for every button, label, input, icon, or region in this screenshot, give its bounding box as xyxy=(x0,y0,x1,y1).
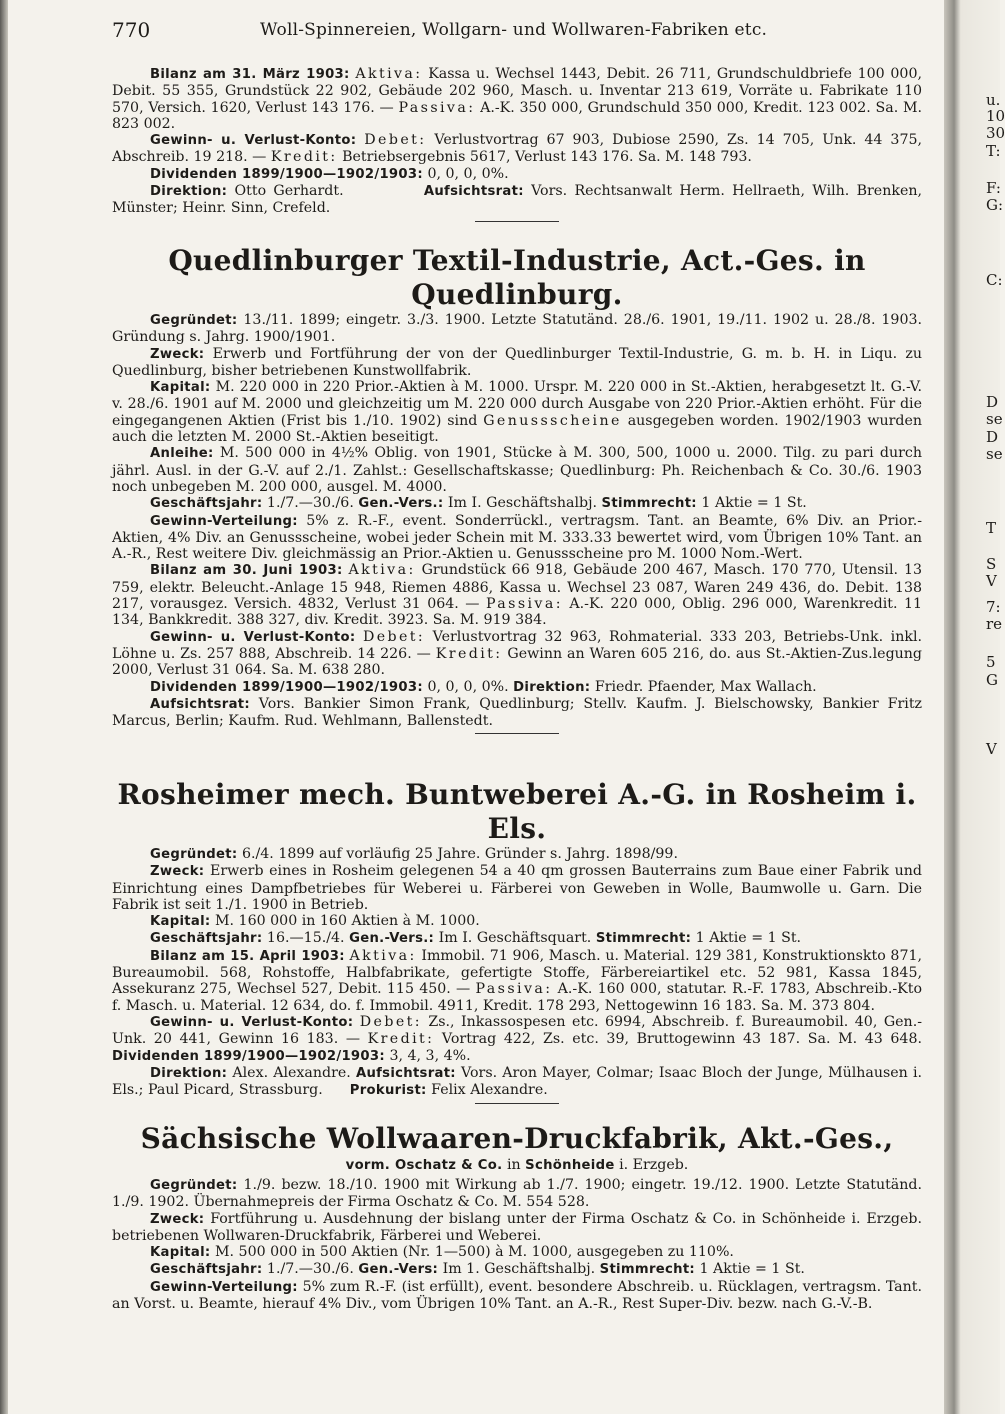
company-title: Rosheimer mech. Buntweberei A.-G. in Rosheim i. Els. xyxy=(117,778,917,845)
entry-continued xyxy=(112,66,922,225)
facing-char: G: xyxy=(986,196,1004,214)
profit-distribution: Gewinn-Verteilung: 5% zum R.-F. (ist erfüllt), event. besondere Abschreib. u. Rücklagen, vertragsm. Tant. an Vorst. u. Beamte, hierauf 4% Div., vom Übrigen 10% Tant. an A.-R., Rest Super-Div. bezw. nach G.-V.-B. xyxy=(112,1278,922,1313)
profit-distribution: Gewinn-Verteilung: 5% z. R.-F., event. Sonderrückl., vertragsm. Tant. an Beamte, 6% Div. an Prior.-Aktien, 4% Div. an Genussscheine, wobei jeder Schein mit M. 333.33 bewertet wird, vom Übrigen 10% Tant. an A.-R., Rest weitere Div. gleichmässig an Prior.-Aktien u. Genussscheine pro M. 1000 Nom.-Wert. xyxy=(112,512,922,563)
dividends: Dividenden 1899/1900—1902/1903: 0, 0, 0, 0%. xyxy=(150,165,509,182)
facing-char: 5 xyxy=(986,653,996,671)
purpose: Zweck: Erwerb eines in Rosheim gelegenen 54 a 40 qm grossen Bauterrains zum Baue einer Fabrik und Einrichtung eines Dampfbetriebes für Weberei u. Färberei von Geweben in Wolle, Baumwolle u. Garn. Die Fabrik ist seit 1./1. 1900 in Betrieb. xyxy=(112,863,922,913)
profit-loss: Gewinn- u. Verlust-Konto: Debet: Verlustvortrag 32 963, Rohmaterial. 333 203, Betriebs-Unk. inkl. Löhne u. Zs. 257 888, Abschreib. 14 226. — Kredit: Gewinn an Waren 605 216, do. aus St.-Aktien-Zus.legung 2000, Verlust 31 064. Sa. M. 638 280. xyxy=(112,628,923,679)
facing-char: 30 xyxy=(986,124,1005,142)
loan: Anleihe: M. 500 000 in 4½% Oblig. von 1901, Stücke à M. 300, 500, 1000 u. 2000. Tilg. zu pari durch jährl. Ausl. in der G.-V. auf 2./1. Zahlst.: Gesellschaftskasse; Quedlinburg: Ph. Reichenbach & Co. 30./6. 1903 noch unbegeben M. 200 000, ausgel. M. 4000. xyxy=(112,445,923,495)
running-title: Woll-Spinnereien, Wollgarn- und Wollwaren-Fabriken etc. xyxy=(260,20,768,40)
company-title: Sächsische Wollwaaren-Druckfabrik, Akt.-Ges., xyxy=(140,1122,894,1155)
balance-sheet: Bilanz am 31. März 1903: Aktiva: Kassa u. Wechsel 1443, Debit. 26 711, Grundschuldbriefe 100 000, Debit. 55 355, Grundstück 22 902, Gebäude 202 960, Masch. u. Inventar 213 619, Vorräte u. Fabrikate 110 570, Versich. 1620, Verlust 143 176. — Passiva: A.-K. 350 000, Grundschuld 350 000, Kredit. 123 002. Sa. M. 823 002. xyxy=(112,66,922,132)
founded: Gegründet: 1./9. bezw. 18./10. 1900 mit Wirkung ab 1./7. 1900; eingetr. 19./12. 1900. Letzte Statutänd. 1./9. 1902. Übernahmepreis der Firma Oschatz & Co. M. 554 528. xyxy=(112,1177,922,1211)
supervisory-board: Aufsichtsrat: Vors. Bankier Simon Frank, Quedlinburg; Stellv. Kaufm. J. Bielschowsky, Bankier Fritz Marcus, Berlin; Kaufm. Rud. Wehlmann, Ballenstedt. xyxy=(112,695,922,730)
facing-char: G xyxy=(986,671,998,689)
capital: Kapital: M. 500 000 in 500 Aktien (Nr. 1—500) à M. 1000, ausgegeben zu 110%. xyxy=(150,1244,734,1261)
facing-char: se xyxy=(986,410,1003,428)
facing-char: V xyxy=(986,572,997,590)
profit-loss: Gewinn- u. Verlust-Konto: Debet: Zs., Inkassospesen etc. 6994, Abschreib. f. Bureaumobil. 40, Gen.-Unk. 20 441, Gewinn 16 183. — Kredit: Vortrag 422, Zs. etc. 39, Bruttogewinn 43 187. Sa. M. 43 648. Dividenden 1899/1900—1902/1903: 3, 4, 3, 4%. xyxy=(112,1013,922,1064)
facing-char: re xyxy=(986,615,1003,633)
running-head xyxy=(112,18,942,48)
page-number: 770 xyxy=(112,18,151,42)
dividends: Dividenden 1899/1900—1902/1903: 0, 0, 0, 0%. Direktion: Friedr. Pfaender, Max Wallach. xyxy=(150,678,817,695)
facing-char: u. xyxy=(986,91,1001,109)
capital: Kapital: M. 160 000 in 160 Aktien à M. 1000. xyxy=(150,913,480,930)
facing-char: T xyxy=(986,519,997,537)
section-rule xyxy=(475,1103,559,1104)
facing-char: D xyxy=(986,393,999,411)
company-subtitle: vorm. Oschatz & Co. in Schönheide i. Erzgeb. xyxy=(345,1157,689,1173)
facing-page-fragment xyxy=(980,0,1005,1414)
facing-char: V xyxy=(986,740,997,758)
founded: Gegründet: 13./11. 1899; eingetr. 3./3. 1900. Letzte Statutänd. 28./6. 1901, 19./11. 1902 u. 28./8. 1903. Gründung s. Jahrg. 1900/1901. xyxy=(112,312,923,346)
balance-sheet: Bilanz am 30. Juni 1903: Aktiva: Grundstück 66 918, Gebäude 200 467, Masch. 170 770, Utensil. 13 759, elektr. Beleucht.-Anlage 15 948, Riemen 4886, Kassa u. Wechsel 23 087, Waren 249 436, do. Debit. 138 217, vorausgez. Versich. 4832, Verlust 31 064. — Passiva: A.-K. 220 000, Oblig. 296 000, Warenkredit. 11 134, Bankkredit. 388 327, div. Kredit. 3923. Sa. M. 919 384. xyxy=(112,562,922,629)
entry-rosheimer xyxy=(112,778,922,1107)
capital: Kapital: M. 220 000 in 220 Prior.-Aktien à M. 1000. Urspr. M. 220 000 in St.-Aktien, herabgesetzt lt. G.-V. v. 28./6. 1901 auf M. 2000 und gleichzeitig um M. 220 000 durch Ausgabe von 220 Prior.-Aktien erhöht. Für die eingegangenen Aktien (Frist bis 1./10. 1902) sind Genussscheine ausgegeben worden. 1902/1903 wurden auch die letzten M. 2000 St.-Aktien beseitigt. xyxy=(112,379,922,446)
founded: Gegründet: 6./4. 1899 auf vorläufig 25 Jahre. Gründer s. Jahrg. 1898/99. xyxy=(150,846,678,862)
management: Direktion: Otto Gerhardt. Aufsichtsrat: Vors. Rechtsanwalt Herm. Hellraeth, Wilh. Brenken, Münster; Heinr. Sinn, Crefeld. xyxy=(112,183,922,217)
profit-loss: Gewinn- u. Verlust-Konto: Debet: Verlustvortrag 67 903, Dubiose 2590, Zs. 14 705, Unk. 44 375, Abschreib. 19 218. — Kredit: Betriebsergebnis 5617, Verlust 143 176. Sa. M. 148 793. xyxy=(112,132,923,166)
page-left-edge xyxy=(0,0,8,1414)
facing-char: 10 xyxy=(986,107,1005,125)
facing-char: C: xyxy=(986,271,1003,289)
purpose: Zweck: Erwerb und Fortführung der von der Quedlinburger Textil-Industrie, G. m. b. H. in Liqu. zu Quedlinburg, bisher betriebenen Kunstwollfabrik. xyxy=(112,345,922,379)
balance-sheet: Bilanz am 15. April 1903: Aktiva: Immobil. 71 906, Masch. u. Material. 129 381, Konstruktionskto 871, Bureaumobil. 568, Rohstoffe, Halbfabrikate, gefertigte Stoffe, Färbereiartikel etc. 52 981, Kassa 1845, Assekuranz 275, Wechsel 527, Debit. 115 450. — Passiva: A.-K. 160 000, statutar. R.-F. 1783, Abschreib.-Kto f. Masch. u. Material. 12 634, do. f. Immobil. 4911, Kredit. 178 293, Nettogewinn 16 183. Sa. M. 373 804. xyxy=(112,947,923,1014)
facing-char: T: xyxy=(986,142,1001,160)
facing-char: D xyxy=(986,428,999,446)
facing-char: 7: xyxy=(986,598,1001,616)
section-rule xyxy=(475,221,559,222)
entry-saechsische xyxy=(112,1122,922,1312)
facing-char: S xyxy=(986,555,997,573)
section-rule xyxy=(475,733,559,734)
fiscal-year: Geschäftsjahr: 16.—15./4. Gen.-Vers.: Im I. Geschäftsquart. Stimmrecht: 1 Aktie = 1 St. xyxy=(150,930,802,947)
facing-char: se xyxy=(986,445,1003,463)
entry-quedlinburger xyxy=(112,244,922,737)
facing-char: F: xyxy=(986,179,1001,197)
fiscal-year: Geschäftsjahr: 1./7.—30./6. Gen.-Vers.: Im I. Geschäftshalbj. Stimmrecht: 1 Aktie = 1 St. xyxy=(150,495,807,512)
management: Direktion: Alex. Alexandre. Aufsichtsrat: Vors. Aron Mayer, Colmar; Isaac Bloch der Junge, Mülhausen i. Els.; Paul Picard, Strassburg. Prokurist: Felix Alexandre. xyxy=(112,1064,923,1099)
fiscal-year: Geschäftsjahr: 1./7.—30./6. Gen.-Vers: Im 1. Geschäftshalbj. Stimmrecht: 1 Aktie = 1 St. xyxy=(150,1261,805,1278)
purpose: Zweck: Fortführung u. Ausdehnung der bislang unter der Firma Oschatz & Co. in Schönheide i. Erzgeb. betriebenen Wollwaren-Druckfabrik, Färberei und Weberei. xyxy=(112,1210,923,1244)
company-title: Quedlinburger Textil-Industrie, Act.-Ges. in Quedlinburg. xyxy=(168,244,866,311)
